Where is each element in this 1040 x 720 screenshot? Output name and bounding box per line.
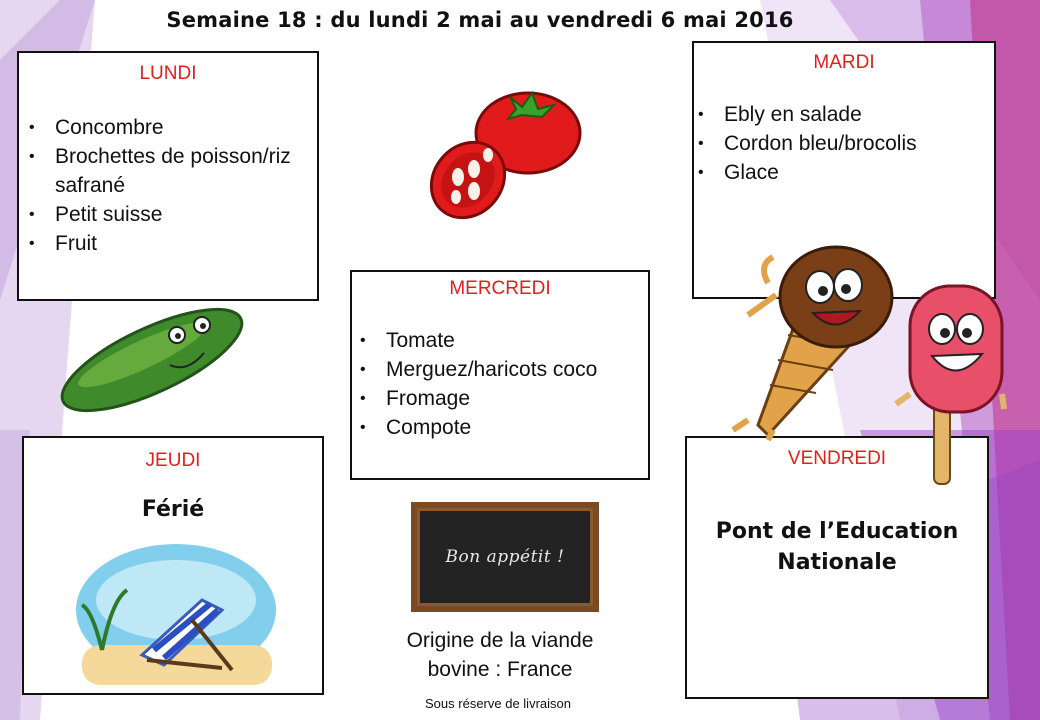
vendredi-text-line2: Nationale [777,550,897,575]
day-heading-mercredi: MERCREDI [449,278,551,299]
menu-list-mardi [694,100,994,187]
menu-item: • Glace [694,158,994,187]
chalkboard [411,502,599,612]
menu-item: • Petit suisse [25,200,295,229]
meat-origin-line2: bovine : France [427,658,573,681]
day-heading-vendredi: VENDREDI [787,448,887,469]
menu-item: • Brochettes de poisson/riz safrané [25,142,295,200]
day-heading-jeudi: JEUDI [145,450,201,471]
jeudi-status-text: Férié [141,497,205,522]
chalkboard-text: Bon appétit ! [445,547,565,567]
menu-item: • Ebly en salade [694,100,994,129]
beach-chair-illustration [72,540,280,688]
cucumber-illustration [52,295,252,425]
menu-item: • Concombre [25,113,295,142]
tomato-illustration [430,85,585,225]
meat-origin-line1: Origine de la viande [406,629,594,652]
menu-item: • Cordon bleu/brocolis [694,129,994,158]
menu-list-lundi [25,113,295,258]
menu-item: • Merguez/haricots coco [356,355,648,384]
vendredi-text-line1: Pont de l’Education [715,519,959,544]
day-heading-mardi: MARDI [813,52,875,73]
menu-item: • Compote [356,413,648,442]
menu-item: • Fromage [356,384,648,413]
popsicle-illustration [892,284,1007,489]
delivery-disclaimer: Sous réserve de livraison [425,696,571,711]
box-mercredi [350,270,650,480]
ice-cream-cone-illustration [728,235,898,440]
chalkboard-surface [420,511,590,603]
menu-item: • Fruit [25,229,295,258]
menu-item: • Tomate [356,326,648,355]
vendredi-status-text [687,516,987,578]
page-title: Semaine 18 : du lundi 2 mai au vendredi 6 mai 2016 [166,8,794,32]
day-heading-lundi: LUNDI [139,63,197,84]
menu-list-mercredi [356,326,648,442]
box-lundi [17,51,319,301]
meat-origin-note [350,626,650,684]
